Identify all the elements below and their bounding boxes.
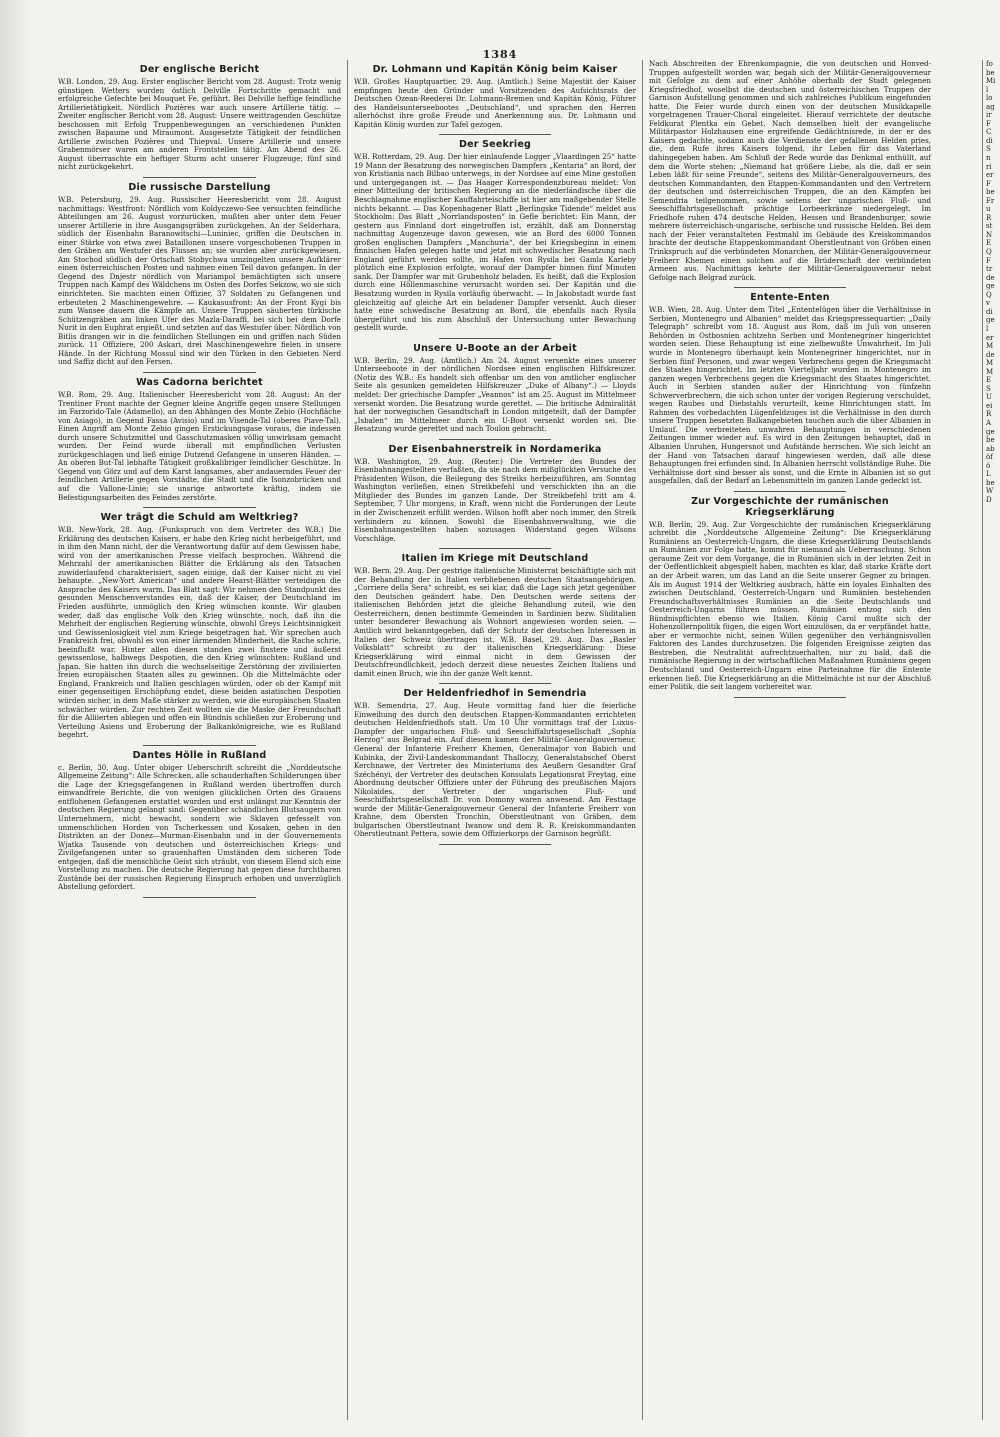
article-seekrieg <box>354 139 636 338</box>
article-entente-enten <box>649 292 931 491</box>
article-divider <box>143 745 256 746</box>
article-u-boote <box>354 343 636 440</box>
strip-fragment: D <box>986 495 992 504</box>
article-body: W.B. Berlin, 29. Aug. Zur Vorgeschichte der rumänischen Kriegserklärung schreibt die „Norddeutsche Allgemeine Zeitung“: Die Kriegserklärung Rumäniens an Oesterreich-Ungarn, die diese Kriegserklärung Deutschlands an Rumänien zur Folge hatte, kommt für niemand als Ueberraschung. Schon geraume Zeit vor dem Vorgange, die in Rumänien sich in der letzten Zeit in der Oeffentlichkeit abgespielt haben, machten es klar, daß starke Kräfte dort an der Arbeit waren, um das Land an die Seite unserer Gegner zu bringen. Als im August 1914 der Weltkrieg ausbrach, hätte ein loyales Einhalten des zwischen Deutschland, Oesterreich-Ungarn und Rumänien bestehenden Freundschaftsverhältnisses Rumänien an die Seite Deutschlands und Oesterreich-Ungarns führen müssen. Rumänien entzog sich den Bündnispflichten ebenso wie Italien. König Carol mußte sich der Hohenzollernpolitik fügen, die eigen Wort einzulösen, da er verpfändet hatte, aber er vermochte nicht, seinen Willen gegenüber den verhängnisvollen Faktoren des Landes durchzusetzen. Die folgenden Ereignisse zeigten das Bestreben, die Neutralität aufrechtzuerhalten, nur zu bald, daß die rumänische Regierung in der wirtschaftlichen Maßnahmen Rumäniens gegen Deutschland und Oesterreich-Ungarn eine Parteinahme für die Entente erkennen ließ. Die Kriegserklärung an die Mittelmächte ist nur der Abschluß einer Politik, die seit langem vorbereitet war. <box>649 519 931 692</box>
page-gutter-shadow <box>0 0 30 1437</box>
article-body: W.B. Rom, 29. Aug. Italienischer Heeresbericht vom 28. August: An der Trentiner Front machte der Gegner kleine Angriffe gegen unsere Stellungen im Farzorido-Tale (Adamello), an den Abhängen des Monte Zebio (Hochfläche von Asiago), in Gegend Fassa (Avisio) und im Visende-Tal (oberes Piave-Tal). Einen Angriff am Monte Zebio gingen Erstickungsgase voraus, die indessen durch unsere Schutzmittel und Gasschutzmasken völlig unwirksam gemacht wurden. Der Feind wurde überall mit empfindlichen Verlusten zurückgeschlagen und ließ einige Dutzend Gefangene in unseren Händen. — An oberen But-Tal lebhafte Tätigkeit großkalibriger feindlicher Geschütze. In Gegend von Görz und auf dem Karst langsames, aber andauerndes Feuer der feindlichen Artillerie gegen Vorstädte, die Stadt und die Isonzobrücken und auf die Vallone-Linie; sie unsrige antwortete kräftig, indem sie Befestigungsarbeiten des Feindes zerstörte. <box>58 389 341 502</box>
strip-fragment: R <box>986 213 992 222</box>
article-semendria-fortsetzung <box>649 60 931 288</box>
article-rumaenien <box>649 496 931 698</box>
strip-fragment: S <box>986 145 991 154</box>
article-italien-krieg <box>354 553 636 684</box>
strip-fragment: er <box>986 171 994 180</box>
article-divider <box>143 372 256 373</box>
strip-fragment: A <box>986 418 992 427</box>
strip-fragment: N <box>986 230 993 239</box>
strip-fragment: M <box>986 367 994 376</box>
article-divider <box>734 491 847 492</box>
strip-fragment: M <box>986 342 994 351</box>
article-body: W.B. Bern, 29. Aug. Der gestrige italienische Ministerrat beschäftigte sich mit der Behandlung der in Italien verbliebenen deutschen Staatsangehörigen. „Corriere della Sera“ schreibt, es sei klar, daß die Lage sich jetzt gegenüber den Deutschen geändert habe. Den Deutschen werde seitens der italienischen Behörden jetzt die gleiche Behandlung zuteil, wie den Oesterreichern, denen bestimmte Gemeinden in Sardinien bezw. Süditalien unter besonderer Bewachung als Wohnort angewiesen worden seien. — Amtlich wird bekanntgegeben, daß der Schutz der deutschen Interessen in Italien der Schweiz übertragen ist. W.B. Basel, 29. Aug. Das „Basler Volksblatt“ schreibt zu der italienischen Kriegserklärung: Diese Kriegserklärung wird einmal nicht in dem Gewissen der Deutschfreundlichkeit, jedoch derzeit diese neuestes Zeichen Italiens und damit einen Bruch, wie ihn der ganze Welt kennt. <box>354 566 636 678</box>
article-body: W.B. Rotterdam, 29. Aug. Der hier einlaufende Logger „Vlaardingen 25“ hatte 19 Mann der Besatzung des norwegischen Dampfers „Kentaria“ an Bord, der von Kristiania nach Bilbao unterwegs, in der Nordsee auf eine Mine gestoßen und untergegangen ist. — Das Haager Korrespondenzbureau meldet: Von einer Mitteilung der britischen Regierung an die niederländische über die Beschlagnahme englischer Kauffahrteischiffe ist hier am maßgebender Stelle nichts bekannt. — Das Kopenhagener Blatt „Berlingske Tidende“ meldet aus Stockholm: Das Blatt „Norrlandsposten“ in Gefle berichtet: Ein Mann, der gestern aus Finnland dort eingetroffen ist, erzählt, daß am Donnerstag nachmittag Augenzeuge davon gewesen, wie an Bord des 6000 Tonnen großen englischen Dampfers „Manchuria“, der bei Kriegsbeginn in einem finnischen Hafen gelegen hatte und jetzt mit schwedischer Besatzung nach England geführt werden sollte, im Hafen von Rysila bei Gamla Karleby plötzlich eine Explosion erfolgte, worauf der Dampfer binnen fünf Minuten sank. Der Dampfer war mit Grubenholz beladen. Es heißt, daß die Explosion durch eine Höllenmaschine verursacht worden sei. Der Kapitän und die Besatzung wurden in Rysila vorläufig überwacht. — In Jakobstadt wurde fast gleichzeitig auf gleiche Art ein beladener Dampfer versenkt. Auch dieser hatte eine schwedische Besatzung an Bord, die ebenfalls nach Rysila übergeführt und bis zum Abschluß der Untersuchung unter Bewachung gestellt wurde. <box>354 152 636 333</box>
strip-fragment: l <box>986 324 989 333</box>
article-body: W.B. Petersburg, 29. Aug. Russischer Heeresbericht vom 28. August nachmittags: Westfront: Nördlich vom Koldyczewo-See versuchten feindliche Abteilungen am 26. August vorzurücken, mußten aber unter dem Feuer unserer Artillerie in ihre Ausgangsgräben zurückgehen. An der Selderhara, südlich der Eisenbahn Baranowitschi—Luniniec, griffen die Deutschen in einer Stärke von etwa zwei Bataillonen unsere vorgeschobenen Truppen in den Gräben am Westufer des Flusses an; sie wurden aber zurückgewiesen. Am Stochod südlich der Ortschaft Stobychwa umzingelten unsere Aufklärer einen österreichischen Posten und nahmen einen Teil davon gefangen. In der Gegend des Dnjestr nördlich von Mariampol bemächtigten sich unsere Truppen nach Kampf des Wäldchens im Osten des Dorfes Sekzow, wo sie sich einrichteten. Sie machten einen Offizier, 37 Soldaten zu Gefangenen und erbeuteten 2 Maschinengewehre. — Kaukasusfront: An der Front Kygi bis zum Wansee dauern die Kämpfe an. Unsere Truppen säuberten türkische Schützengräben am linken Ufer des Mazla-Daraffi, bei sich bei dem Dorfe Nurit in den Euphrat ergießt, und setzten auf das Westufer über. Nördlich von Bitlis drangen wir in die feindlichen Stellungen ein und griffen nach Süden zurück. 11 Offiziere, 200 Askari, drei Maschinengewehre fielen in unsere Hände. In der Richtung Mossul sind wir den Türken in den Gebieten Nerd und Saffiz dicht auf den Fersen. <box>58 195 341 367</box>
article-eisenbahnerstreik <box>354 444 636 549</box>
strip-fragment: Q <box>986 290 992 299</box>
article-divider <box>439 439 552 440</box>
strip-fragment: ge <box>986 427 995 436</box>
article-headline: Italien im Kriege mit Deutschland <box>401 553 589 565</box>
strip-fragment: F <box>986 119 991 128</box>
strip-fragment: Mi <box>986 77 996 86</box>
strip-fragment: Q <box>986 248 992 257</box>
article-divider <box>439 844 552 845</box>
article-headline: Zur Vorgeschichte der rumänischen Kriegserklärung <box>691 495 889 518</box>
newspaper-columns <box>52 60 979 1420</box>
strip-fragment: tr <box>986 265 993 274</box>
strip-fragment: lo <box>986 94 993 103</box>
article-headline: Der englische Bericht <box>139 64 260 75</box>
article-body: W.B. Semendria, 27. Aug. Heute vormittag fand hier die feierliche Einweihung des durch den deutschen Etappen-Kommandanten errichteten deutschen Heldenfriedhofs statt. Um 10 Uhr vormittags traf der Luxus-Dampfer der ungarischen Fluß- und Seeschiffahrtsgesellschaft „Sophia Herzog“ aus Belgrad ein. Auf diesem kamen der Militär-Generalgouverneur, General der Infanterie Freiherr Khemen, Generalmajor von Babich und Kubinka, der Zivil-Landeskommandant Thalloczy, Generalstabschef Oberst Kerchnawe, der Vertreter des Ministeriums des Aeußern Gesandter Graf Széchényi, der Vertreter des deutschen Konsulats Legationsrat Freytag, eine Abordnung deutscher Offiziere unter der Führung des preußischen Majors Nikolaides, der Vertreter der ungarischen Fluß- und Seeschiffahrtsgesellschaft Dr. von Domony waren anwesend. Am Festtage wurde der Militär-Generalgouverneur General der Infanterie Freiherr von Krahne, dem Obersten Tronchin, Oberstleutnant von Gräben, dem bulgarischen Oberstleutnant Iwanow und dem R. R. Kreiskommandanten Oberstleutnant Pettera, sowie dem Offizierkorps der Garnison begrüßt. <box>354 701 636 839</box>
article-schuld-weltkrieg <box>58 512 341 746</box>
article-body: W.B. Wien, 28. Aug. Unter dem Titel „Ententelügen über die Verhältnisse in Serbien, Montenegro und Albanien“ meldet das Kriegspressequartier: „Daily Telegraph“ schreibt vom 18. August aus Rom, daß im Juli von unseren Behörden in Ostbosnien achtzehn Serben und Montenegriner hingerichtet worden seien. Diese Behauptung ist eine zielbewußte Unwahrheit. Im Juli wurde in Montenegro überhaupt kein Montenegriner hingerichtet, nur in Serbien fünf Personen, und zwar wegen Verbrechens gegen die Kriegsmacht des Staates hingerichtet. Im letzten Vierteljahr wurden in Montenegro im ganzen wegen Verbrechens gegen die Kriegsmacht des Staates hingerichtet. Auch in Serbien standen außer der Hinrichtung von fünfzehn Schwerverbrechern, die sich schon unter der vorigen Regierung verschuldet, wegen Raubes und Diebstahls verurteilt, keine Hinrichtungen statt. Im Rahmen des vorbedachten Lügenfeldzuges ist die Verhältnisse in den durch unsere Truppen besetzten Balkangebieten tauchen auch die über Albanien in Umlauf. Die verbreiteten unwahren Behauptungen in verschiedenen Zeitungen immer wieder auf. Es wird in den Zeitungen behauptet, daß in Albanien Unruhen, Hungersnot und Aufstände herrschen. Wie sich leicht an der Hand von Tatsachen darauf hingewiesen werden, daß alle diese Behauptungen frei erfunden sind. In Albanien herrscht vollständige Ruhe. Die Verhältnisse dort sind besser als sonst, und die Ernte in Albanien ist so gut ausgefallen, daß der Bedarf an Lebensmitteln im ganzen Lande gedeckt ist. <box>649 305 931 486</box>
article-doelle-russland <box>58 750 341 898</box>
article-body: W.B. New-York, 28. Aug. (Funkspruch von dem Vertreter des W.B.) Die Erklärung des deutschen Kaisers, er habe den Krieg nicht herbeigeführt, und in ihm den Mann nicht, der die Verantwortung dafür auf dem Gewissen habe, wird von der amerikanischen Presse vielfach besprochen. Während die Mehrzahl der amerikanischen Blätter die Erklärung als den Tatsachen zuwiderlaufend charakterisiert, sagen einige, daß der Kaiser nicht zu viel behaupte. „New-Yort American“ und andere Hearst-Blätter verteidigen die Ansprache des Kaisers warm. Das Blatt sagt: Wir nehmen den Standpunkt des gesunden Menschenverstandes ein, daß der Kaiser, der Deutschland im Frieden ausführte, unmöglich den Krieg wünschen konnte. Wir glauben weder, daß das englische Volk den Krieg wünschte, noch, daß ihn die Mehrheit der englischen Regierung wünschte, obwohl Greys Leichtsinnigkeit und Gewissenlosigkeit viel zum Kriege beigetragen hat. Wir sprechen auch Frankreich frei, obwohl es von einer lärmenden Minderheit, die Rache schrie, beeinflußt war. Hinter allen diesen standen zwei finstere und äußerst gewissenlose, halbwegs Despotien, die den Krieg wünschten: Rußland und Japan. Sie hatten ihn durch die wechselseitige Zerstörung der zivilisierten freien europäischen Staaten alles zu gewinnen. Ob die Mittelmächte oder England, Frankreich und Italien geschlagen würden, oder ob der Kampf mit einer gegenseitigen Erschöpfung endet, diese beiden asiatischen Despotien würden sicher, in dem Maße stärker zu werden, wie die europäischen Staaten schwächer würden. Zur rechten Zeit wollten sie die Maske der Freundschaft für die Alliierten ablegen und offen ein Bündnis schließen zur Eroberung und Verteilung Asiens und Eroberung der Balkankönigreiche, wie es Rußland begehrt. <box>58 525 341 740</box>
strip-fragment: W <box>986 487 994 496</box>
strip-fragment: ab <box>986 444 995 453</box>
strip-fragment: ri <box>986 162 992 171</box>
strip-fragment: C <box>986 128 992 137</box>
article-body: W.B. Washington, 29. Aug. (Reuter.) Die Vertreter des Bundes der Eisenbahnangestellten verfaßten, da sie nach dem mißglückten Versuche des Präsidenten Wilson, die Beilegung des Streiks herbeizuführen, am Sonntag Washington verließen, einen Streikbefehl und verschickten ihn an die Mitglieder des Bundes im ganzen Lande. Der Streikbefehl tritt am 4. September, 7 Uhr morgens, in Kraft, wenn nicht die Forderungen der Leute in der Zwischenzeit erfüllt werden. Wilson hofft aber noch immer, den Streik verhindern zu können. Sowohl die Eisenbahnverwaltung, wie die Eisenbahnangestellten haben sozusagen Widerstand gegen Wilsons Vorschläge. <box>354 456 636 543</box>
article-headline: Dantes Hölle in Rußland <box>132 749 267 761</box>
strip-fragment: be <box>986 436 995 445</box>
strip-fragment: be <box>986 478 995 487</box>
strip-fragment: öf <box>986 453 993 462</box>
strip-fragment: E <box>986 239 992 248</box>
article-body: W.B. Berlin, 29. Aug. (Amtlich.) Am 24. August versenkte eines unserer Unterseeboote in der nördlichen Nordsee einen englischen Hilfskreuzer. (Notiz des W.B.: Es handelt sich offenbar um den von amtlicher englischer Seite als gesunken gemeldeten Hilfskreuzer „Duke of Albany“.) — Lloyds meldet: Der griechische Dampfer „Veannos“ ist am 25. August im Mittelmeer versenkt worden. Die Besatzung wurde gerettet. — Die britische Admiralität hat der norwegischen Gesandtschaft in London mitgeteilt, daß der Dampfer „Isbalen“ im Mittelmeer durch ein U-Boot versenkt worden sei. Die Besatzung wurde gerettet und nach Toulon gebracht. <box>354 355 636 434</box>
strip-fragment: M <box>986 359 994 368</box>
strip-fragment: u <box>986 205 991 214</box>
strip-fragment: R <box>986 410 992 419</box>
article-body: c. Berlin, 30. Aug. Unter obiger Ueberschrift schreibt die „Norddeutsche Allgemeine Zeitung“: Alle Schrecken, alle schauderhaften Schilderungen über die Lage der Kriegsgefangenen in Rußland werden übertroffen durch einwandfreie Berichte, die von wenigen glücklichen Orten des Grauens entflohenen Gefangenen erstattet wurden und erst unlängst zur Kenntnis der deutschen Regierung gelangt sind: Gegenüber schändlichen Blutsaugern von Unternehmern, nicht bewacht, sondern wie Sklaven gefesselt von unmenschlichen Horden von Tscherkessen und Kosaken, gehen in den Distrikten an der Donez—Murman-Eisenbahn und in der Gouvernements Wjatka Tausende von deutschen und österreichischen Kriegs- und Zivilgefangenen unter so grauenhaften Umständen dem sicheren Tode entgegen, daß die menschliche Geist sich sträubt, von diesem Elend sich eine Vorstellung zu machen. Die deutsche Regierung hat gegen diese furchtbaren Zustände bei der russischen Regierung Einspruch erhoben und unverzüglich Abstellung gefordert. <box>58 762 341 892</box>
article-englische-bericht <box>58 64 341 178</box>
article-divider <box>439 548 552 549</box>
strip-fragment: ö <box>986 461 991 470</box>
article-headline: Der Seekrieg <box>459 139 531 151</box>
article-headline: Dr. Lohmann und Kapitän König beim Kaiser <box>372 64 618 75</box>
article-divider <box>439 134 552 135</box>
article-headline: Die russische Darstellung <box>128 182 271 194</box>
strip-fragment: l <box>986 85 989 94</box>
article-headline: Der Heldenfriedhof in Semendria <box>403 688 587 700</box>
article-headline: Der Eisenbahnerstreik in Nordamerika <box>388 443 602 455</box>
strip-fragment: di <box>986 307 993 316</box>
strip-fragment: be <box>986 188 995 197</box>
column-3 <box>642 60 937 1420</box>
strip-fragment: F <box>986 256 991 265</box>
strip-fragment: ei <box>986 401 993 410</box>
page-number: 1384 <box>482 48 518 61</box>
article-headline: Unsere U-Boote an der Arbeit <box>413 342 577 354</box>
strip-fragment: di <box>986 136 993 145</box>
strip-fragment: L <box>986 470 991 479</box>
strip-fragment: U <box>986 393 992 402</box>
article-divider <box>143 897 256 898</box>
article-divider <box>143 177 256 178</box>
article-divider <box>734 697 847 698</box>
strip-fragment: er <box>986 333 994 342</box>
strip-fragment: ag <box>986 102 995 111</box>
strip-fragment: st <box>986 222 993 231</box>
article-cadorna <box>58 377 341 508</box>
article-lohmann <box>354 64 636 135</box>
strip-fragment: S <box>986 384 991 393</box>
article-heldenfriedhof <box>354 688 636 845</box>
strip-fragment: n <box>986 154 991 163</box>
article-headline: Was Cadorna berichtet <box>136 376 263 388</box>
strip-fragment: be <box>986 68 995 77</box>
article-body: W.B. London, 29. Aug. Erster englischer Bericht vom 28. August: Trotz wenig günstigen Wetters wurden östlich Delville Fortschritte gemacht und erfolgreiche Gefechte bei Mouquet Fe. geführt. Bei Delville heftige feindliche Artillerietätigkeit. Nördlich Pozières war auch unsere Artillerie tätig. — Zweiter englischer Bericht vom 28. August: Unsere weittragenden Geschütze beschossen mit Erfolg Truppenbewegungen an verschiedenen Punkten zwischen Bapaume und Miraumont. Ausgesetzte Tätigkeit der feindlichen Artillerie zwischen Pozières und Thiepval. Unsere Artillerie und unsere Grabenmörser waren am anderen Frontstellen tätig. Am Abend des 26. August überraschte ein heftiger Sturm acht unserer Flugzeuge; fünf sind nicht zurückgekehrt. <box>58 77 341 172</box>
strip-fragment: de <box>986 350 995 359</box>
strip-fragment: de <box>986 273 995 282</box>
column-2 <box>347 60 642 1420</box>
article-body: W.B. Großes Hauptquartier, 29. Aug. (Amtlich.) Seine Majestät der Kaiser empfingen heute den Gründer und Vorsitzenden des Aufsichtsrats der Deutschen Ozean-Reederei Dr. Lohmann-Bremen und Kapitän König, Führer des Handelsunterseebootes „Deutschland“, und sprachen den Herren allerhöchst ihre große Freude und Anerkennung aus. Dr. Lohmann und Kapitän König wurden zur Tafel gezogen. <box>354 77 636 129</box>
article-divider <box>734 287 847 288</box>
article-headline: Entente-Enten <box>750 292 830 304</box>
adjacent-page-strip <box>982 60 1000 1420</box>
article-divider <box>439 338 552 339</box>
article-divider <box>143 507 256 508</box>
strip-fragment: E <box>986 376 992 385</box>
article-headline: Wer trägt die Schuld am Weltkrieg? <box>100 512 299 524</box>
strip-fragment: ge <box>986 282 995 291</box>
strip-fragment: ir <box>986 111 992 120</box>
column-1 <box>52 60 347 1420</box>
article-body: Nach Abschreiten der Ehrenkompagnie, die von deutschen und Honved-Truppen aufgestellt worden war, begab sich der Militär-Generalgouverneur mit Gefolge zu dem auf einer Anhöhe oberhalb der Stadt gelegenen Kriegsfriedhof, woselbst die deutschen und österreichischen Truppen der Garnison Aufstellung genommen und sich zahlreiches Publikum eingefunden hatte. Die Feier wurde durch einen von der deutschen Musikkapelle vorgetragenen Trauer-Choral eingeleitet. Hierauf verrichtete der deutsche Feldkurat Plentka ein Gebet. Nach demselben hielt der evangelische Militärpastor Holzhausen eine ergreifende Gedächtnisrede, in der er des Kaisers gedachte, sodann auch die Verdienste der gefallenen Helden pries, die, dem Rufe ihres Kaisers folgend, ihr Leben für das Vaterland dahingegeben haben. Am Schluß der Rede wurde das Denkmal enthüllt, auf dem die Worte stehen: „Niemand hat größere Liebe, als die, daß er sein Leben läßt für seine Freunde“, seitens des Militär-Generalgouverneurs, des deutschen Kommandanten, den Etappen-Kommandanten und den Vertretern der deutschen und österreichischen Truppen, die an den Kämpfen bei Semendria teilgenommen, sowie seitens der ungarischen Fluß- und Seeschiffahrtsgesellschaft prächtige Lorbeerkränze niedergelegt. Im Friedhofe ruhen 474 deutsche Helden, Hessen und Brandenburger, sowie mehrere österreichisch-ungarische, serbische und russische Helden. Bei dem nach der Feier veranstalteten Festmahl im Gebäude des Kreiskommandos brachte der deutsche Etappenkommandant Oberstleutnant von Gröben einen Trinkspruch auf die verbündeten Monarchen, der Militär-Generalgouverneur Freiherr Khemen einen solchen auf die Brüderschaft der verbündeten Armeen aus. Nachmittags kehrte der Militär-Generalgouverneur nebst Gefolge nach Belgrad zurück. <box>649 60 931 282</box>
strip-fragment: Fr <box>986 196 995 205</box>
strip-fragment: ge <box>986 316 995 325</box>
article-russische-darstellung <box>58 182 341 373</box>
article-divider <box>439 683 552 684</box>
strip-fragment: F <box>986 179 991 188</box>
strip-fragment: v <box>986 299 990 308</box>
strip-fragment: fo <box>986 60 993 68</box>
